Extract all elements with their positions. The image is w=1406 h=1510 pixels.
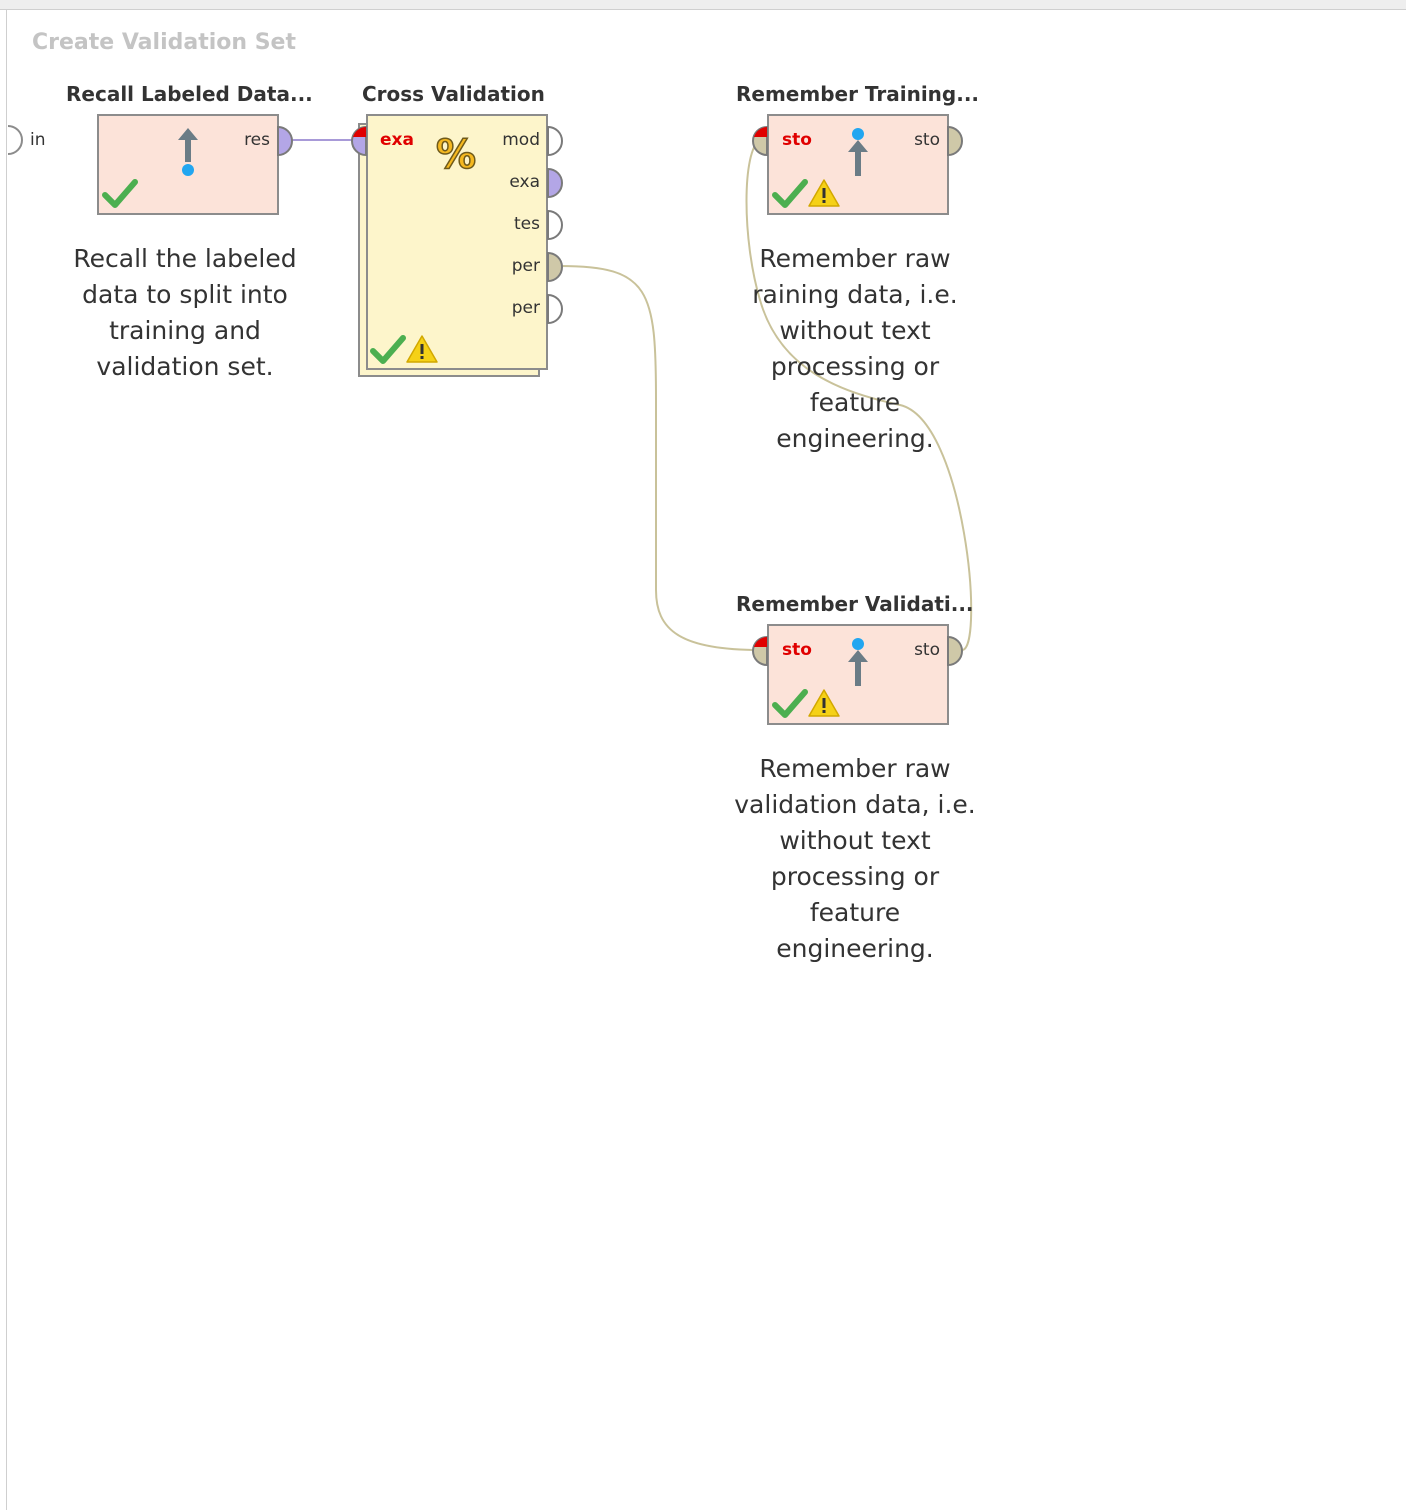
cv-status-check-icon (370, 334, 406, 366)
process-input-port-label: in (30, 130, 46, 150)
remember-training-port-sto-in-label: sto (782, 130, 812, 150)
remember-training-port-sto-out[interactable] (946, 125, 966, 157)
canvas-left-edge (6, 10, 7, 1510)
cv-port-mod-label: mod (502, 130, 540, 150)
remember-training-status-check-icon (772, 178, 808, 210)
cv-port-exa-in[interactable] (348, 125, 368, 157)
remember-validation-port-sto-out-label: sto (914, 640, 940, 660)
recall-arrow-icon (174, 126, 202, 178)
recall-description: Recall the labeled data to split into training and validation set. (73, 244, 297, 381)
process-input-port[interactable] (0, 124, 26, 156)
recall-port-res[interactable] (276, 125, 296, 157)
cv-port-per-2[interactable] (546, 293, 566, 325)
cross-validation-title: Cross Validation (362, 82, 545, 106)
remember-training-port-sto-in[interactable] (749, 125, 769, 157)
cv-port-tes-label: tes (514, 214, 540, 234)
recall-port-res-label: res (244, 130, 270, 150)
cv-port-exa-in-label: exa (380, 130, 414, 150)
cv-port-exa-out-label: exa (509, 172, 540, 192)
cv-port-per-1-label: per (511, 256, 540, 276)
remember-training-warning-icon[interactable] (807, 178, 841, 208)
cv-port-per-2-label: per (511, 298, 540, 318)
remember-validation-warning-icon[interactable] (807, 688, 841, 718)
remember-training-port-sto-out-label: sto (914, 130, 940, 150)
remember-validation-port-sto-in-label: sto (782, 640, 812, 660)
remember-arrow-icon (844, 636, 872, 688)
remember-validation-status-check-icon (772, 688, 808, 720)
percent-icon (436, 132, 476, 174)
recall-operator-title: Recall Labeled Data... (66, 82, 313, 106)
cv-port-exa-out[interactable] (546, 167, 566, 199)
remember-arrow-icon (844, 126, 872, 178)
process-title: Create Validation Set (32, 30, 296, 55)
remember-validation-title: Remember Validati... (736, 592, 974, 616)
canvas-top-bar (0, 0, 1406, 10)
cv-warning-icon[interactable] (405, 334, 439, 364)
remember-training-description: Remember raw raining data, i.e. without text processing or feature engineering. (752, 244, 958, 453)
svg-text:%: % (436, 132, 476, 174)
cv-port-mod[interactable] (546, 125, 566, 157)
remember-training-title: Remember Training... (736, 82, 980, 106)
remember-validation-port-sto-in[interactable] (749, 635, 769, 667)
remember-validation-port-sto-out[interactable] (946, 635, 966, 667)
cv-port-per-1[interactable] (546, 251, 566, 283)
cv-port-tes[interactable] (546, 209, 566, 241)
remember-validation-description: Remember raw validation data, i.e. without text processing or feature engineering. (734, 754, 976, 963)
recall-status-check-icon (102, 178, 138, 210)
